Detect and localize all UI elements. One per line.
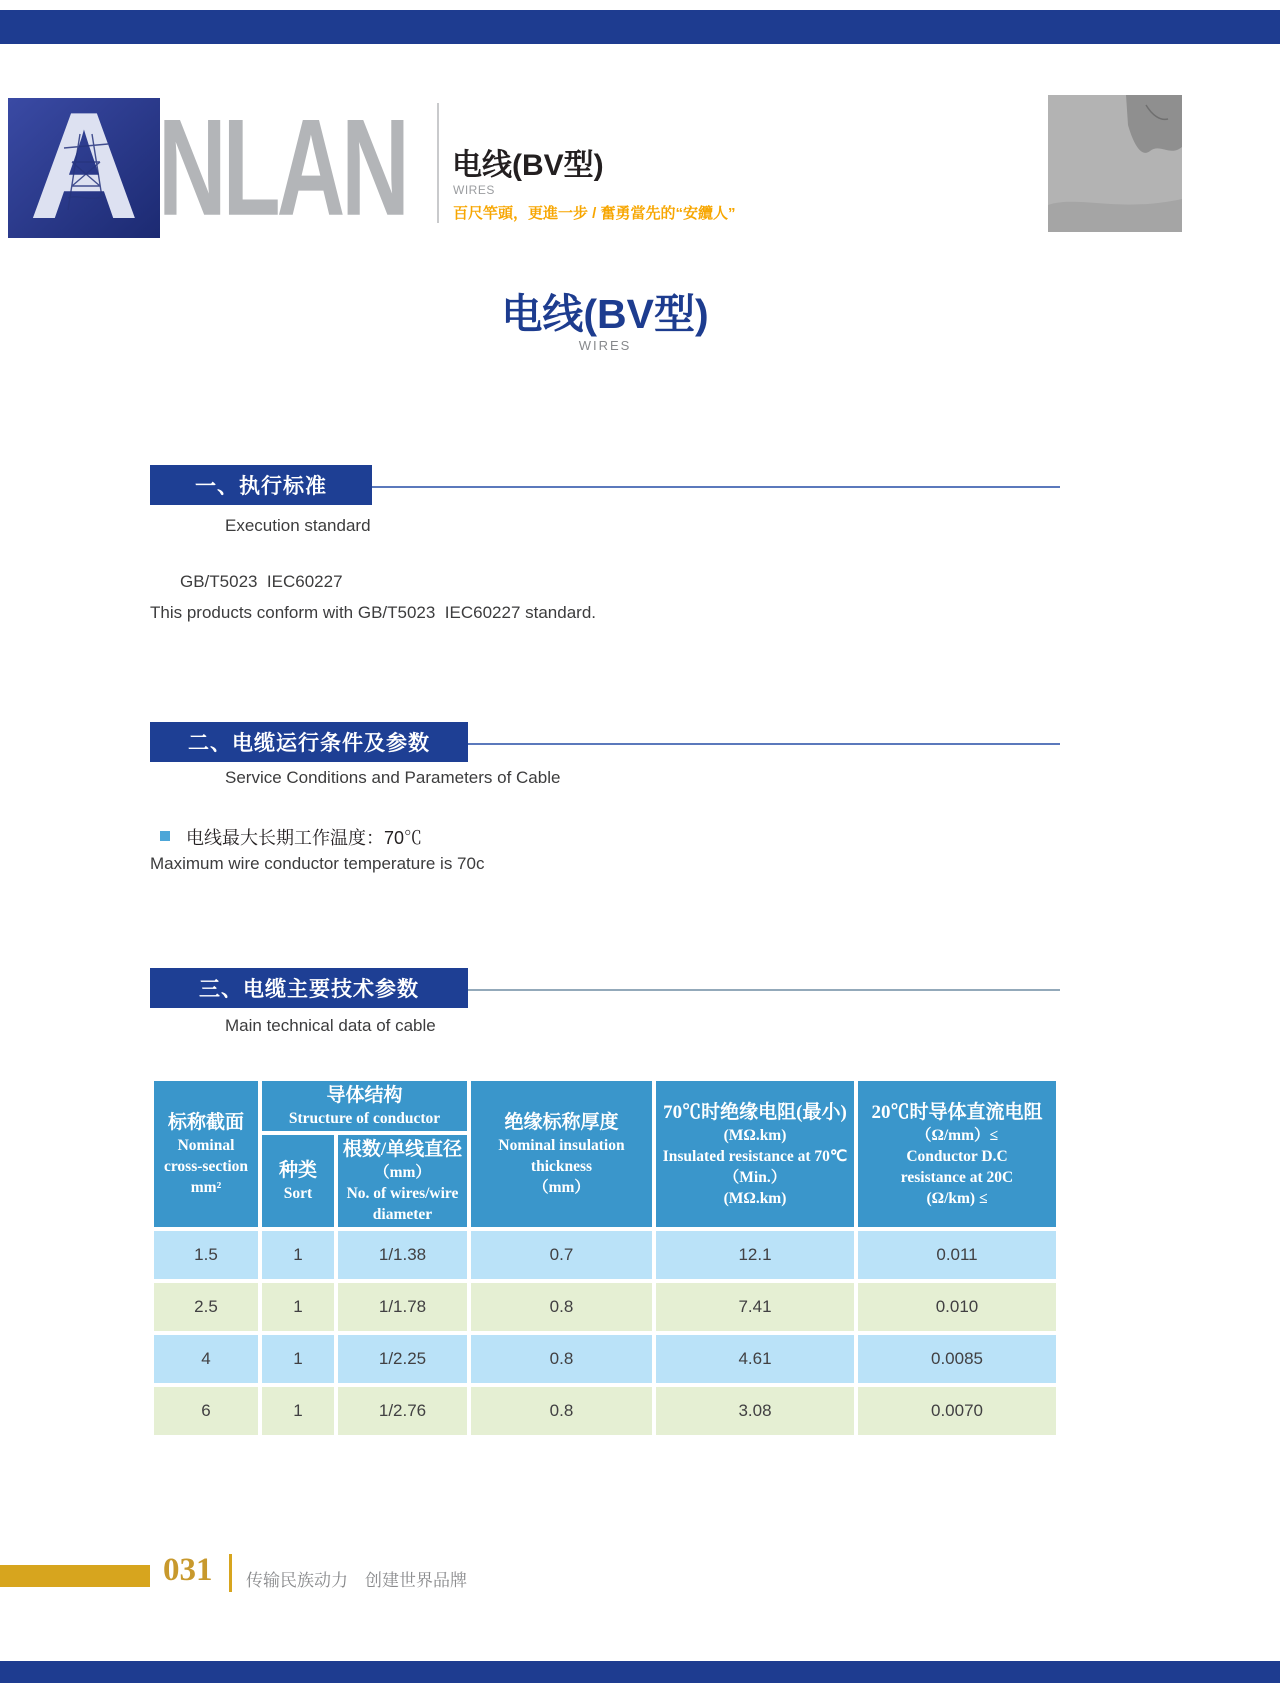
page-number: 031: [163, 1552, 213, 1588]
footer-gold-bar: [0, 1565, 150, 1587]
cell-sort: 1: [262, 1387, 334, 1435]
cell-cross-section: 6: [154, 1387, 258, 1435]
standard-codes: GB/T5023 IEC60227: [180, 572, 343, 591]
cell-sort: 1: [262, 1283, 334, 1331]
cell-resistance-20c: 0.011: [858, 1231, 1056, 1279]
section3-heading-en: Main technical data of cable: [225, 1016, 436, 1035]
section2-heading: 二、电缆运行条件及参数: [150, 722, 468, 762]
col-header-insulated-resistance-70c: 70℃时绝缘电阻(最小) (MΩ.km) Insulated resistance at 70℃ （Min.） (MΩ.km): [656, 1081, 854, 1227]
cell-resistance-20c: 0.0085: [858, 1335, 1056, 1383]
logo-letter-a-art: [8, 98, 160, 238]
cell-resistance-70c: 3.08: [656, 1387, 854, 1435]
col-header-nominal-cross-section: 标称截面 Nominal cross-section mm²: [154, 1081, 258, 1227]
svg-text:A: A: [29, 98, 139, 238]
cell-wires-diameter: 1/2.25: [338, 1335, 467, 1383]
table-row: [154, 1231, 1056, 1279]
cell-resistance-70c: 7.41: [656, 1283, 854, 1331]
section1-heading: 一、执行标准: [150, 465, 372, 505]
section3-rule: [468, 989, 1060, 991]
section1-rule: [372, 486, 1060, 488]
logo-text-nlan: NLAN: [158, 91, 406, 246]
logo-mark: [8, 98, 160, 238]
cell-wires-diameter: 1/1.38: [338, 1231, 467, 1279]
cell-insulation-thickness: 0.8: [471, 1387, 652, 1435]
footer-slogan: 传输民族动力 创建世界品牌: [246, 1571, 467, 1590]
header-divider: [437, 103, 439, 223]
technical-data-table: [150, 1077, 1060, 1439]
page-title-en: WIRES: [578, 338, 632, 353]
table-row: [154, 1335, 1056, 1383]
col-header-dc-resistance-20c: 20℃时导体直流电阻 （Ω/mm）≤ Conductor D.C resistance at 20C (Ω/km) ≤: [858, 1081, 1056, 1227]
bullet-square-icon: [160, 831, 170, 841]
footer-divider: [229, 1554, 232, 1592]
cell-insulation-thickness: 0.8: [471, 1335, 652, 1383]
brand-tagline: 百尺竿頭，更進一步 / 奮勇當先的“安纜人”: [453, 205, 736, 222]
section2-rule: [468, 743, 1060, 745]
header-product-title-zh: 电线(BV型): [452, 149, 604, 182]
col-header-insulation-thickness: 绝缘标称厚度 Nominal insulation thickness （mm）: [471, 1081, 652, 1227]
cell-cross-section: 1.5: [154, 1231, 258, 1279]
col-group-structure-of-conductor: 导体结构 Structure of conductor: [262, 1081, 467, 1131]
section3-heading: 三、电缆主要技术参数: [150, 968, 468, 1008]
max-temperature-zh: 电线最大长期工作温度：70℃: [186, 828, 423, 848]
cell-sort: 1: [262, 1335, 334, 1383]
col-header-sort: 种类 Sort: [262, 1135, 334, 1227]
cell-sort: 1: [262, 1231, 334, 1279]
cell-cross-section: 4: [154, 1335, 258, 1383]
cell-resistance-20c: 0.010: [858, 1283, 1056, 1331]
cell-insulation-thickness: 0.7: [471, 1231, 652, 1279]
cell-insulation-thickness: 0.8: [471, 1283, 652, 1331]
cell-wires-diameter: 1/1.78: [338, 1283, 467, 1331]
page-title-zh: 电线(BV型): [501, 291, 709, 337]
cell-cross-section: 2.5: [154, 1283, 258, 1331]
bottom-navy-bar: [0, 1661, 1280, 1683]
standard-note: This products conform with GB/T5023 IEC60227 standard.: [150, 603, 597, 622]
max-temperature-en: Maximum wire conductor temperature is 70c: [150, 854, 485, 873]
header-product-title-en: WIRES: [453, 183, 495, 197]
table-row: [154, 1387, 1056, 1435]
cell-wires-diameter: 1/2.76: [338, 1387, 467, 1435]
cell-resistance-70c: 12.1: [656, 1231, 854, 1279]
cell-resistance-70c: 4.61: [656, 1335, 854, 1383]
col-header-wires-diameter: 根数/单线直径 （mm） No. of wires/wire diameter: [338, 1135, 467, 1227]
section2-heading-en: Service Conditions and Parameters of Cable: [225, 768, 561, 787]
section1-heading-en: Execution standard: [225, 516, 371, 535]
cell-resistance-20c: 0.0070: [858, 1387, 1056, 1435]
table-row: [154, 1283, 1056, 1331]
map-thumbnail: [1048, 95, 1182, 232]
